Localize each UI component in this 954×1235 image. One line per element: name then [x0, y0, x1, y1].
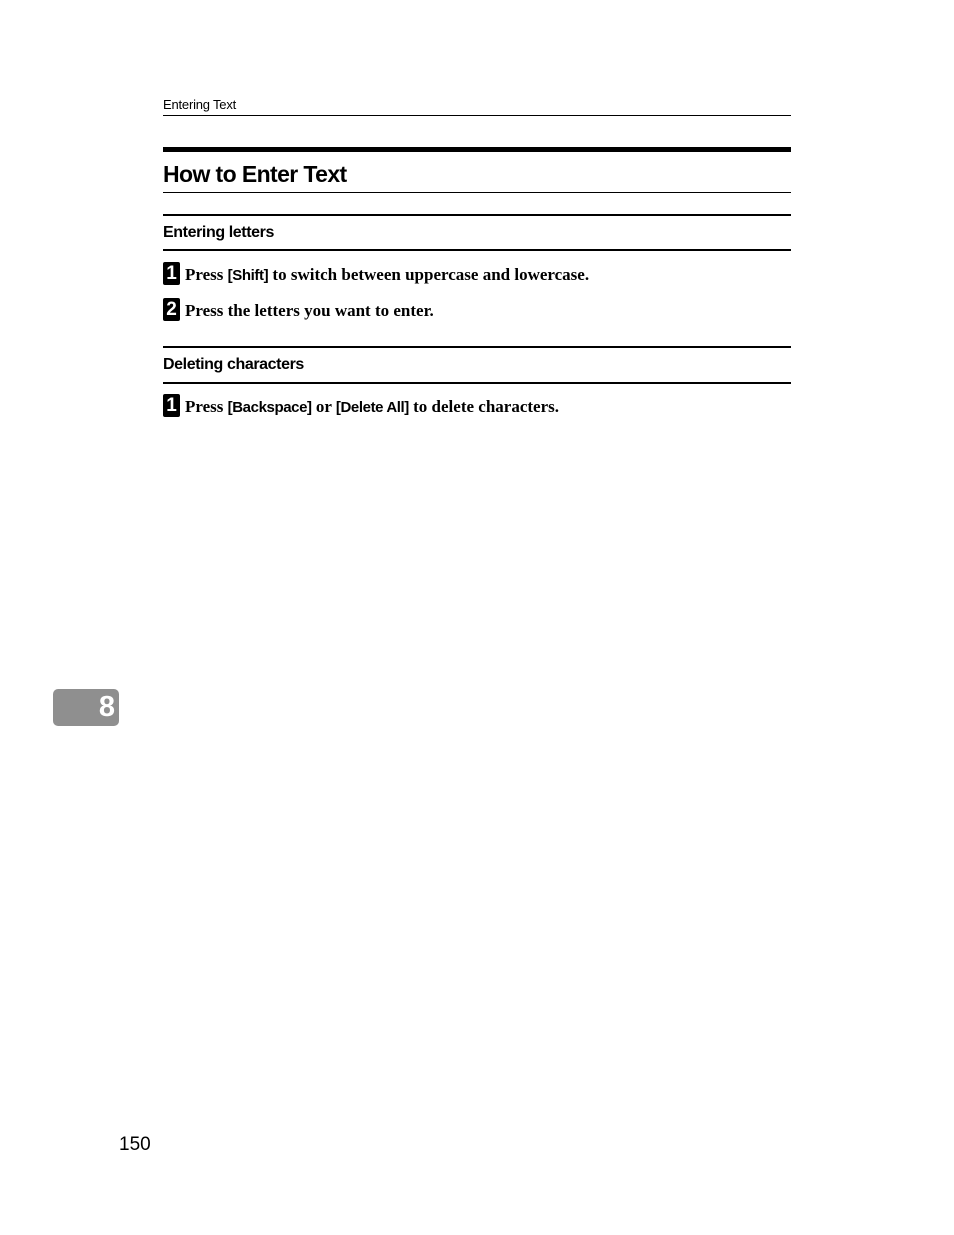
step-instruction [185, 397, 559, 418]
chapter-tab [53, 689, 119, 726]
step-instruction [185, 265, 589, 286]
subsection-title-entering-letters: Entering letters [163, 224, 274, 241]
section-title: How to Enter Text [163, 161, 347, 187]
step-press-letters [163, 298, 791, 322]
step-number-badge: 1 [163, 262, 180, 285]
key-shift: [Shift] [227, 267, 269, 284]
page-number: 150 [119, 1134, 151, 1155]
step-text-suffix: to delete characters. [408, 397, 559, 416]
running-header-title: Entering Text [163, 97, 237, 112]
step-number-badge: 1 [163, 394, 180, 417]
key-backspace: [Backspace] [227, 399, 312, 416]
step-shift [163, 262, 791, 286]
section-header [163, 147, 791, 193]
step-delete [163, 394, 791, 418]
key-delete-all: [Delete All] [335, 399, 409, 416]
step-instruction: Press the letters you want to enter. [185, 301, 434, 320]
step-text-prefix: Press [185, 397, 228, 416]
step-text-prefix: Press [185, 265, 228, 284]
chapter-number: 8 [98, 691, 114, 723]
subsection-title-deleting-characters: Deleting characters [163, 356, 304, 373]
step-text-suffix: to switch between uppercase and lowercase. [268, 265, 590, 284]
step-number-badge: 2 [163, 298, 180, 321]
running-header [163, 96, 791, 116]
subsection-entering-letters [163, 214, 791, 251]
subsection-deleting-characters [163, 346, 791, 384]
step-text-middle: or [311, 397, 336, 416]
